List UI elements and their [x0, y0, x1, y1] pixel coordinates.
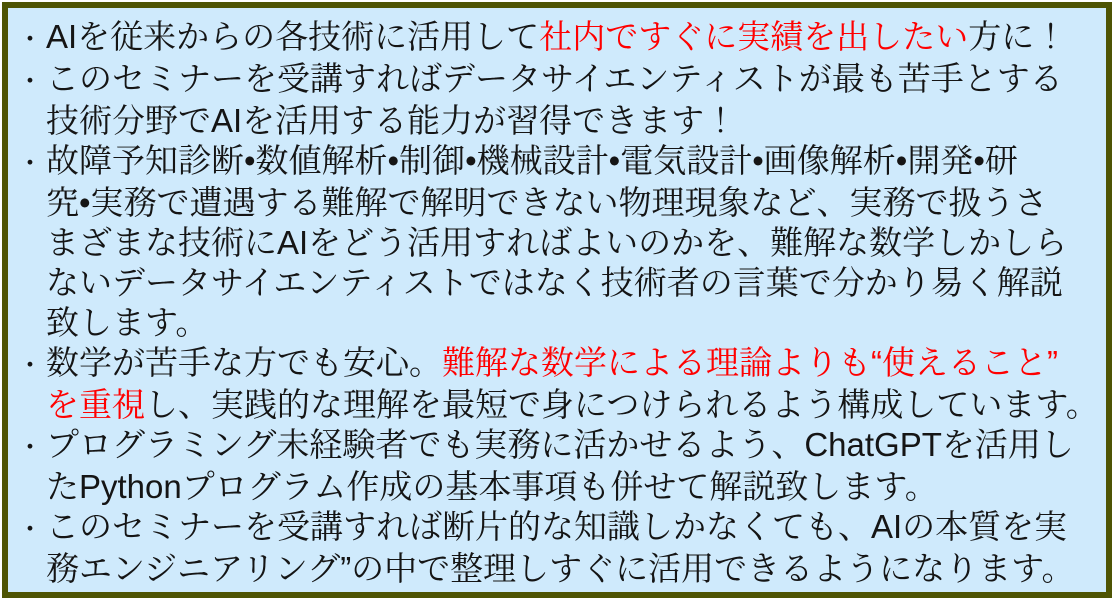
text-segment: AIを従来からの各技術に活用して [46, 18, 540, 55]
continuation-line [14, 263, 1100, 303]
continuation-line [14, 549, 1100, 589]
bullet-line [14, 507, 1100, 549]
text-segment: 致します。 [46, 304, 209, 341]
highlighted-text-segment: を重視 [46, 386, 145, 423]
bullet-marker: ・ [16, 514, 43, 544]
text-segment: 数学が苦手な方でも安心。 [46, 344, 442, 381]
text-segment: このセミナーを受講すれば断片的な知識しかなくても、AIの本質を実 [46, 508, 1068, 545]
bullet-line [14, 17, 1100, 59]
text-segment: このセミナーを受講すればデータサイエンティストが最も苦手とする [46, 60, 1063, 97]
continuation-line [14, 101, 1100, 141]
bullet-marker: ・ [16, 24, 43, 54]
continuation-line [14, 303, 1100, 343]
text-segment: ないデータサイエンティストではなく技術者の言葉で分かり易く解説 [46, 264, 1063, 301]
bullet-line [14, 343, 1100, 385]
continuation-line [14, 183, 1100, 223]
bullet-marker: ・ [16, 350, 43, 380]
text-segment: 究•実務で遭遇する難解で解明できない物理現象など、実務で扱うさ [46, 184, 1048, 221]
bullet-marker: ・ [16, 432, 43, 462]
highlighted-text-segment: 社内ですぐに実績を出したい [539, 18, 969, 55]
text-segment: プログラミング未経験者でも実務に活かせるよう、ChatGPTを活用し [46, 426, 1074, 463]
seminar-highlights-box [2, 2, 1112, 598]
continuation-line [14, 385, 1100, 425]
bullet-marker: ・ [16, 66, 43, 96]
highlighted-text-segment: 難解な数学による理論よりも“使えること” [442, 344, 1058, 381]
bullet-line [14, 141, 1100, 183]
text-segment: 務エンジニアリング”の中で整理しすぐに活用できるようになります。 [46, 550, 1075, 587]
text-segment: 技術分野でAIを活用する能力が習得できます！ [46, 102, 738, 139]
text-segment: 故障予知診断•数値解析•制御•機械設計•電気設計•画像解析•開発•研 [46, 142, 1018, 179]
text-segment: し、実践的な理解を最短で身につけられるよう構成しています。 [145, 386, 1099, 423]
text-segment: たPythonプログラム作成の基本事項も併せて解説致します。 [46, 468, 938, 505]
bullet-line [14, 59, 1100, 101]
continuation-line [14, 223, 1100, 263]
bullet-marker: ・ [16, 148, 43, 178]
continuation-line [14, 467, 1100, 507]
text-segment: まざまな技術にAIをどう活用すればよいのかを、難解な数学しかしら [46, 224, 1068, 261]
text-segment: 方に！ [968, 18, 1068, 55]
bullet-line [14, 425, 1100, 467]
